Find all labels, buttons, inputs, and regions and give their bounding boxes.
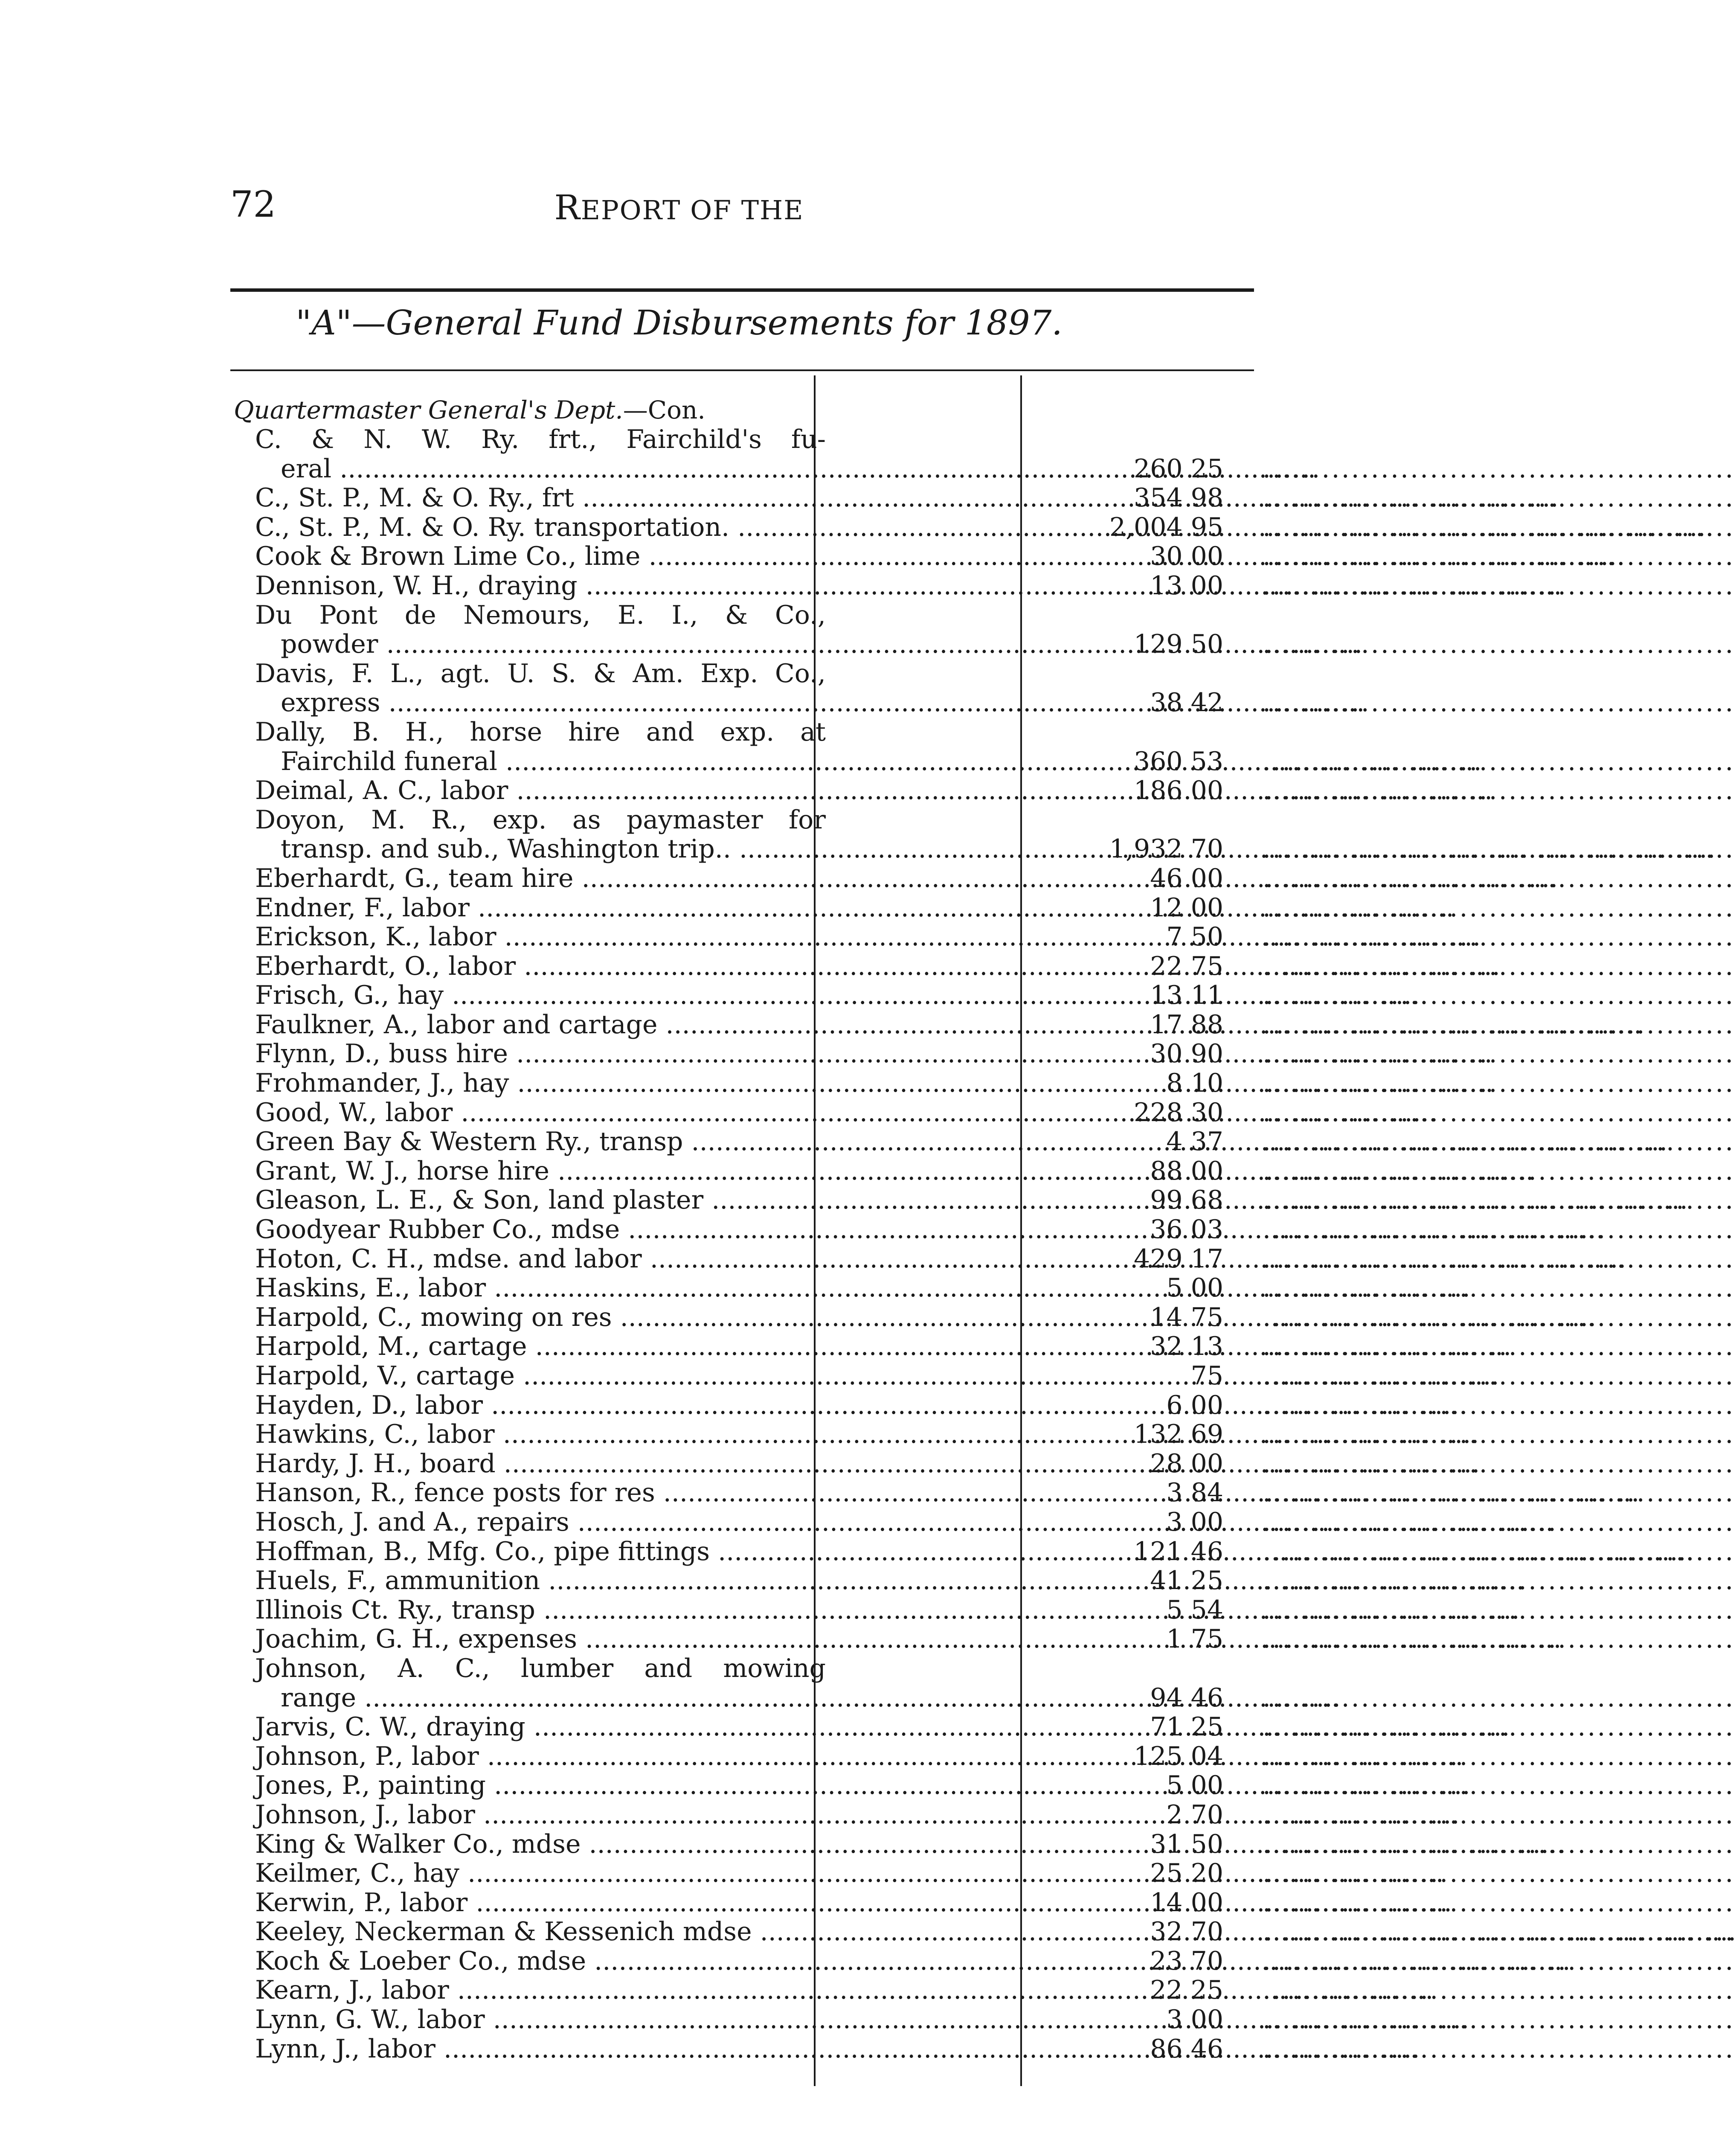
entry-label: Hosch, J. and A., repairs xyxy=(255,1507,569,1537)
table-row xyxy=(234,541,1735,572)
table-row xyxy=(234,776,1735,806)
entry-text xyxy=(255,425,826,454)
entry-text xyxy=(255,1303,822,1332)
amount-value: 30 00 xyxy=(1150,541,1223,572)
amount-value: 14 00 xyxy=(1150,1887,1223,1918)
table-row xyxy=(234,512,1735,542)
table-row xyxy=(234,1448,1735,1479)
entry-text xyxy=(255,1420,822,1449)
entry-label: Huels, F., ammunition xyxy=(255,1566,540,1596)
amount-value: 121 46 xyxy=(1134,1536,1223,1566)
amount-value: 25 20 xyxy=(1150,1858,1223,1889)
entry-label: Fairchild funeral xyxy=(281,746,497,776)
table-row xyxy=(234,1507,1735,1537)
entry-text xyxy=(281,747,822,776)
entry-label: transp. and sub., Washington trip.. xyxy=(281,834,731,864)
total-column-leader: ................................................ xyxy=(1263,453,1735,484)
entry-label: Lynn, J., labor xyxy=(255,2034,435,2064)
entry-label: Dennison, W. H., draying xyxy=(255,570,578,601)
total-column-leader: ................................................ xyxy=(1263,1244,1735,1274)
entry-label: Jarvis, C. W., draying xyxy=(255,1712,525,1742)
total-column-leader: ................................................ xyxy=(1263,1448,1735,1479)
total-column-leader: ................................................ xyxy=(1263,688,1735,718)
entry-label: Davis, F. L., agt. U. S. & Am. Exp. Co., xyxy=(255,658,826,689)
entry-text xyxy=(255,1244,822,1274)
amount-value: 125 04 xyxy=(1134,1741,1223,1771)
entry-label: range xyxy=(281,1683,357,1713)
total-column-leader: ................................................ xyxy=(1263,1917,1735,1947)
amount-value: 132 69 xyxy=(1134,1419,1223,1450)
total-column-leader: ................................................ xyxy=(1263,570,1735,601)
amount-value: 12 00 xyxy=(1150,892,1223,923)
table-row xyxy=(234,1039,1735,1069)
entry-text xyxy=(281,630,822,659)
entry-text xyxy=(281,454,822,484)
table-row xyxy=(234,629,1735,660)
total-column-leader: ................................................ xyxy=(1263,1946,1735,1976)
entry-label: King & Walker Co., mdse xyxy=(255,1829,581,1859)
total-column-leader: ................................................ xyxy=(1263,922,1735,952)
table-row xyxy=(234,1097,1735,1128)
entry-text xyxy=(255,1537,822,1566)
entry-label: Hoton, C. H., mdse. and labor xyxy=(255,1244,642,1274)
table-row xyxy=(234,1917,1735,1947)
total-column-leader: ................................................ xyxy=(1263,834,1735,864)
total-column-leader: ................................................ xyxy=(1263,1712,1735,1742)
table-row xyxy=(234,1624,1735,1654)
total-column-leader: ................................................ xyxy=(1263,1215,1735,1245)
amount-value: 31 50 xyxy=(1150,1829,1223,1859)
entry-label: Dally, B. H., horse hire and exp. at xyxy=(255,717,826,747)
entry-label: Johnson, A. C., lumber and mowing xyxy=(255,1653,826,1683)
amount-value: 17 88 xyxy=(1150,1009,1223,1040)
entry-label: Frisch, G., hay xyxy=(255,980,444,1011)
amount-value: 75 xyxy=(1190,1361,1223,1391)
title-rule xyxy=(230,369,1254,371)
amount-value: 6 00 xyxy=(1166,1390,1223,1420)
total-column-leader: ................................................ xyxy=(1263,951,1735,981)
total-column-leader: ................................................ xyxy=(1263,1536,1735,1566)
amount-value: 5 54 xyxy=(1166,1595,1223,1625)
entry-label: Johnson, P., labor xyxy=(255,1741,479,1771)
table-row xyxy=(234,1419,1735,1450)
entry-label: Flynn, D., buss hire xyxy=(255,1039,508,1069)
amount-value: 71 25 xyxy=(1150,1712,1223,1742)
total-column-leader: ................................................ xyxy=(1263,1127,1735,1157)
table-row xyxy=(234,922,1735,952)
entry-label: eral xyxy=(281,453,332,484)
total-column-leader: ................................................ xyxy=(1263,746,1735,776)
amount-value: 8 10 xyxy=(1166,1068,1223,1098)
entry-text xyxy=(255,1361,822,1391)
amount-value: 22 25 xyxy=(1150,1975,1223,2005)
table-row xyxy=(234,570,1735,601)
entry-text xyxy=(255,1186,822,1215)
amount-value: 88 00 xyxy=(1150,1156,1223,1186)
entry-text xyxy=(255,1098,822,1128)
entry-label: C., St. P., M. & O. Ry. transportation. xyxy=(255,512,730,542)
table-row xyxy=(234,1156,1735,1186)
entry-text xyxy=(281,1683,822,1713)
entry-label: Doyon, M. R., exp. as paymaster for xyxy=(255,805,826,835)
table-row xyxy=(234,1829,1735,1859)
disbursement-table xyxy=(234,395,1735,2064)
table-row xyxy=(234,1185,1735,1215)
page-number: 72 xyxy=(230,183,276,225)
total-column-leader: ................................................ xyxy=(1263,1975,1735,2005)
entry-text xyxy=(255,1800,822,1830)
amount-value: 2,004 95 xyxy=(1109,512,1223,542)
entry-text xyxy=(255,1010,822,1040)
table-row xyxy=(234,1858,1735,1889)
entry-label: Grant, W. J., horse hire xyxy=(255,1156,550,1186)
entry-text xyxy=(255,1039,822,1069)
table-row xyxy=(234,1361,1735,1391)
entry-text xyxy=(255,1508,822,1537)
entry-label: powder xyxy=(281,629,378,660)
entry-label: Erickson, K., labor xyxy=(255,922,496,952)
total-column-leader: ................................................ xyxy=(1263,1887,1735,1918)
entry-label: Faulkner, A., labor and cartage xyxy=(255,1009,658,1040)
table-row xyxy=(234,746,1735,776)
total-column-leader: ................................................ xyxy=(1263,1595,1735,1625)
table-row xyxy=(234,863,1735,893)
entry-label: Deimal, A. C., labor xyxy=(255,776,508,806)
entry-label: Koch & Loeber Co., mdse xyxy=(255,1946,586,1976)
entry-text xyxy=(255,1888,822,1918)
entry-text xyxy=(255,2034,822,2064)
entry-label: Hayden, D., labor xyxy=(255,1390,483,1420)
entry-label: C. & N. W. Ry. frt., Fairchild's fu- xyxy=(255,424,826,454)
entry-label: Kerwin, P., labor xyxy=(255,1887,468,1918)
entry-text xyxy=(255,952,822,981)
amount-value: 360 53 xyxy=(1134,746,1223,776)
section-continued: —Con. xyxy=(623,395,705,424)
entry-label: Harpold, V., cartage xyxy=(255,1361,515,1391)
amount-value: 14 75 xyxy=(1150,1302,1223,1332)
amount-value: 3 84 xyxy=(1166,1478,1223,1508)
table-row xyxy=(234,1887,1735,1918)
table-row xyxy=(234,1244,1735,1274)
amount-value: 86 46 xyxy=(1150,2034,1223,2064)
entry-label: Jones, P., painting xyxy=(255,1770,486,1801)
total-column-leader: ................................................ xyxy=(1263,1068,1735,1098)
table-row xyxy=(234,805,1257,835)
entry-text xyxy=(255,1742,822,1771)
table-row xyxy=(234,1799,1735,1830)
amount-value: 5 00 xyxy=(1166,1770,1223,1801)
amount-value: 28 00 xyxy=(1150,1448,1223,1479)
total-column-leader: ................................................ xyxy=(1263,483,1735,513)
amount-value: 129 50 xyxy=(1134,629,1223,660)
amount-value: 94 46 xyxy=(1150,1683,1223,1713)
total-column-leader: ................................................ xyxy=(1263,863,1735,893)
table-row xyxy=(234,1127,1735,1157)
entry-label: Johnson, J., labor xyxy=(255,1799,475,1830)
amount-value: 13 00 xyxy=(1150,570,1223,601)
total-column-leader: ................................................ xyxy=(1263,776,1735,806)
amount-value: 32 70 xyxy=(1150,1917,1223,1947)
entry-text xyxy=(281,834,822,864)
table-row xyxy=(234,1566,1735,1596)
table-row xyxy=(234,1009,1735,1040)
running-head-cap: R xyxy=(554,188,581,227)
entry-text xyxy=(255,893,822,923)
entry-text xyxy=(255,922,822,952)
amount-value: 38 42 xyxy=(1150,688,1223,718)
entry-text xyxy=(255,1449,822,1479)
total-column-leader: ................................................ xyxy=(1263,1331,1735,1362)
table-row xyxy=(234,1331,1735,1362)
table-row xyxy=(234,1654,1257,1683)
table-row xyxy=(234,688,1735,718)
table-row xyxy=(234,601,1257,630)
top-rule xyxy=(230,288,1254,292)
total-column-leader: ................................................ xyxy=(1263,1799,1735,1830)
total-column-leader: ................................................ xyxy=(1263,1419,1735,1450)
table-rows xyxy=(234,424,1735,2064)
entry-text xyxy=(255,1332,822,1361)
entry-text xyxy=(255,483,822,513)
amount-value: 4 37 xyxy=(1166,1127,1223,1157)
entry-label: Illinois Ct. Ry., transp xyxy=(255,1595,535,1625)
entry-text xyxy=(255,513,822,542)
table-row xyxy=(234,1478,1735,1508)
total-column-leader: ................................................ xyxy=(1263,1770,1735,1801)
amount-value: 30 90 xyxy=(1150,1039,1223,1069)
total-column-leader: ................................................ xyxy=(1263,512,1735,542)
entry-text xyxy=(255,1859,822,1888)
total-column-leader: ................................................ xyxy=(1263,1009,1735,1040)
entry-text xyxy=(255,1127,822,1157)
entry-label: Endner, F., labor xyxy=(255,892,470,923)
table-row xyxy=(234,1683,1735,1713)
total-column-leader: ................................................ xyxy=(1263,892,1735,923)
running-head-rest: EPORT OF THE xyxy=(581,195,804,226)
table-row xyxy=(234,980,1735,1011)
entry-text xyxy=(255,1771,822,1800)
entry-text xyxy=(255,1566,822,1595)
entry-label: Harpold, C., mowing on res xyxy=(255,1302,612,1332)
table-row xyxy=(234,1741,1735,1771)
amount-value: 41 25 xyxy=(1150,1566,1223,1596)
amount-value: 3 00 xyxy=(1166,1507,1223,1537)
table-row xyxy=(234,1536,1735,1566)
table-row xyxy=(234,1068,1735,1098)
total-column-leader: ................................................ xyxy=(1263,1858,1735,1889)
total-column-leader: ................................................ xyxy=(1263,1390,1735,1420)
amount-value: 228 30 xyxy=(1134,1097,1223,1128)
amount-value: 32 13 xyxy=(1150,1331,1223,1362)
total-column-leader: ................................................ xyxy=(1263,1507,1735,1537)
table-row xyxy=(234,483,1735,513)
entry-text xyxy=(255,601,826,630)
amount-value: 260 25 xyxy=(1134,453,1223,484)
entry-label: Harpold, M., cartage xyxy=(255,1331,527,1362)
entry-text xyxy=(255,718,826,747)
entry-text xyxy=(255,1273,822,1303)
table-row xyxy=(234,951,1735,981)
total-column-leader: ................................................ xyxy=(1263,541,1735,572)
entry-label: Good, W., labor xyxy=(255,1097,453,1128)
section-heading xyxy=(234,395,1257,425)
total-column-leader: ................................................ xyxy=(1263,1156,1735,1186)
entry-label: Green Bay & Western Ry., transp xyxy=(255,1127,683,1157)
table-row xyxy=(234,1946,1735,1976)
table-row xyxy=(234,718,1257,747)
entry-text xyxy=(255,1624,822,1654)
table-row xyxy=(234,659,1257,689)
entry-label: Hanson, R., fence posts for res xyxy=(255,1478,655,1508)
table-row xyxy=(234,1975,1735,2005)
amount-value: 23 70 xyxy=(1150,1946,1223,1976)
entry-label: Keeley, Neckerman & Kessenich mdse xyxy=(255,1917,752,1947)
table-title: "A"—General Fund Disbursements for 1897. xyxy=(296,303,1063,343)
running-head xyxy=(0,188,1358,227)
entry-text xyxy=(255,1595,822,1625)
entry-text xyxy=(255,1830,822,1859)
table-row xyxy=(234,1595,1735,1625)
total-column-leader: ................................................ xyxy=(1263,1302,1735,1332)
entry-label: Eberhardt, G., team hire xyxy=(255,863,574,893)
entry-label: express xyxy=(281,688,380,718)
total-column-leader: ................................................ xyxy=(1263,1185,1735,1215)
amount-value: 2 70 xyxy=(1166,1799,1223,1830)
entry-label: Kearn, J., labor xyxy=(255,1975,449,2005)
amount-value: 186 00 xyxy=(1134,776,1223,806)
amount-value: 36 03 xyxy=(1150,1215,1223,1245)
amount-value: 1,932 70 xyxy=(1109,834,1223,864)
entry-label: Eberhardt, O., labor xyxy=(255,951,516,981)
entry-label: Lynn, G. W., labor xyxy=(255,2005,485,2035)
total-column-leader: ................................................ xyxy=(1263,1039,1735,1069)
amount-value: 3 00 xyxy=(1166,2005,1223,2035)
table-row xyxy=(234,1273,1735,1303)
total-column-leader: ................................................ xyxy=(1263,1741,1735,1771)
entry-text xyxy=(255,1976,822,2005)
entry-text xyxy=(255,1215,822,1244)
total-column-leader: ................................................ xyxy=(1263,1478,1735,1508)
entry-text xyxy=(255,1069,822,1098)
amount-value: 46 00 xyxy=(1150,863,1223,893)
entry-label: Joachim, G. H., expenses xyxy=(255,1624,577,1654)
entry-text xyxy=(255,1478,822,1508)
amount-value: 22 75 xyxy=(1150,951,1223,981)
total-column-leader: ................................................ xyxy=(1263,2005,1735,2035)
amount-value: 429 17 xyxy=(1134,1244,1223,1274)
total-column-leader: ................................................ xyxy=(1263,1273,1735,1303)
total-column-leader: ................................................ xyxy=(1263,1097,1735,1128)
table-row xyxy=(234,1712,1735,1742)
entry-text xyxy=(281,688,822,718)
entry-label: Du Pont de Nemours, E. I., & Co., xyxy=(255,600,826,630)
total-column-leader: ................................................ xyxy=(1263,980,1735,1011)
entry-text xyxy=(255,1947,822,1976)
entry-text xyxy=(255,1917,822,1947)
table-row xyxy=(234,1390,1735,1420)
entry-text xyxy=(255,2005,822,2034)
amount-value: 1 75 xyxy=(1166,1624,1223,1654)
total-column-leader: ................................................ xyxy=(1263,2034,1735,2064)
entry-text xyxy=(255,1654,826,1683)
entry-label: Cook & Brown Lime Co., lime xyxy=(255,541,641,572)
entry-text xyxy=(255,1157,822,1186)
entry-text xyxy=(255,1712,822,1742)
total-column-leader: ................................................ xyxy=(1263,1566,1735,1596)
entry-label: Hoffman, B., Mfg. Co., pipe fittings xyxy=(255,1536,710,1566)
entry-label: Hawkins, C., labor xyxy=(255,1419,495,1450)
entry-label: Gleason, L. E., & Son, land plaster xyxy=(255,1185,704,1215)
entry-label: Goodyear Rubber Co., mdse xyxy=(255,1215,620,1245)
total-column-leader: ................................................ xyxy=(1263,1624,1735,1654)
table-row xyxy=(234,1302,1735,1332)
total-column-leader: ................................................ xyxy=(1263,1829,1735,1859)
amount-value: 99 68 xyxy=(1150,1185,1223,1215)
table-row xyxy=(234,834,1735,864)
amount-value: 5 00 xyxy=(1166,1273,1223,1303)
table-row xyxy=(234,425,1257,454)
entry-label: Frohmander, J., hay xyxy=(255,1068,509,1098)
entry-text xyxy=(255,776,822,805)
table-row xyxy=(234,892,1735,923)
entry-text xyxy=(255,805,826,835)
amount-value: 13 11 xyxy=(1150,980,1223,1011)
table-row xyxy=(234,2005,1735,2035)
section-title: Quartermaster General's Dept. xyxy=(234,395,623,424)
entry-text xyxy=(255,659,826,689)
total-column-leader: ................................................ xyxy=(1263,1361,1735,1391)
amount-value: 354 98 xyxy=(1134,483,1223,513)
entry-text xyxy=(255,571,822,601)
entry-text xyxy=(255,864,822,893)
total-column-leader: ................................................ xyxy=(1263,629,1735,660)
entry-text xyxy=(255,542,822,571)
entry-label: Keilmer, C., hay xyxy=(255,1858,460,1889)
total-column-leader: ................................................ xyxy=(1263,1683,1735,1713)
entry-label: Hardy, J. H., board xyxy=(255,1448,496,1479)
amount-value: 7 50 xyxy=(1166,922,1223,952)
entry-text xyxy=(255,981,822,1010)
table-row xyxy=(234,1215,1735,1245)
entry-text xyxy=(255,1391,822,1420)
table-row xyxy=(234,1770,1735,1801)
table-row xyxy=(234,2034,1735,2064)
entry-label: C., St. P., M. & O. Ry., frt xyxy=(255,483,574,513)
table-row xyxy=(234,453,1735,484)
entry-label: Haskins, E., labor xyxy=(255,1273,486,1303)
